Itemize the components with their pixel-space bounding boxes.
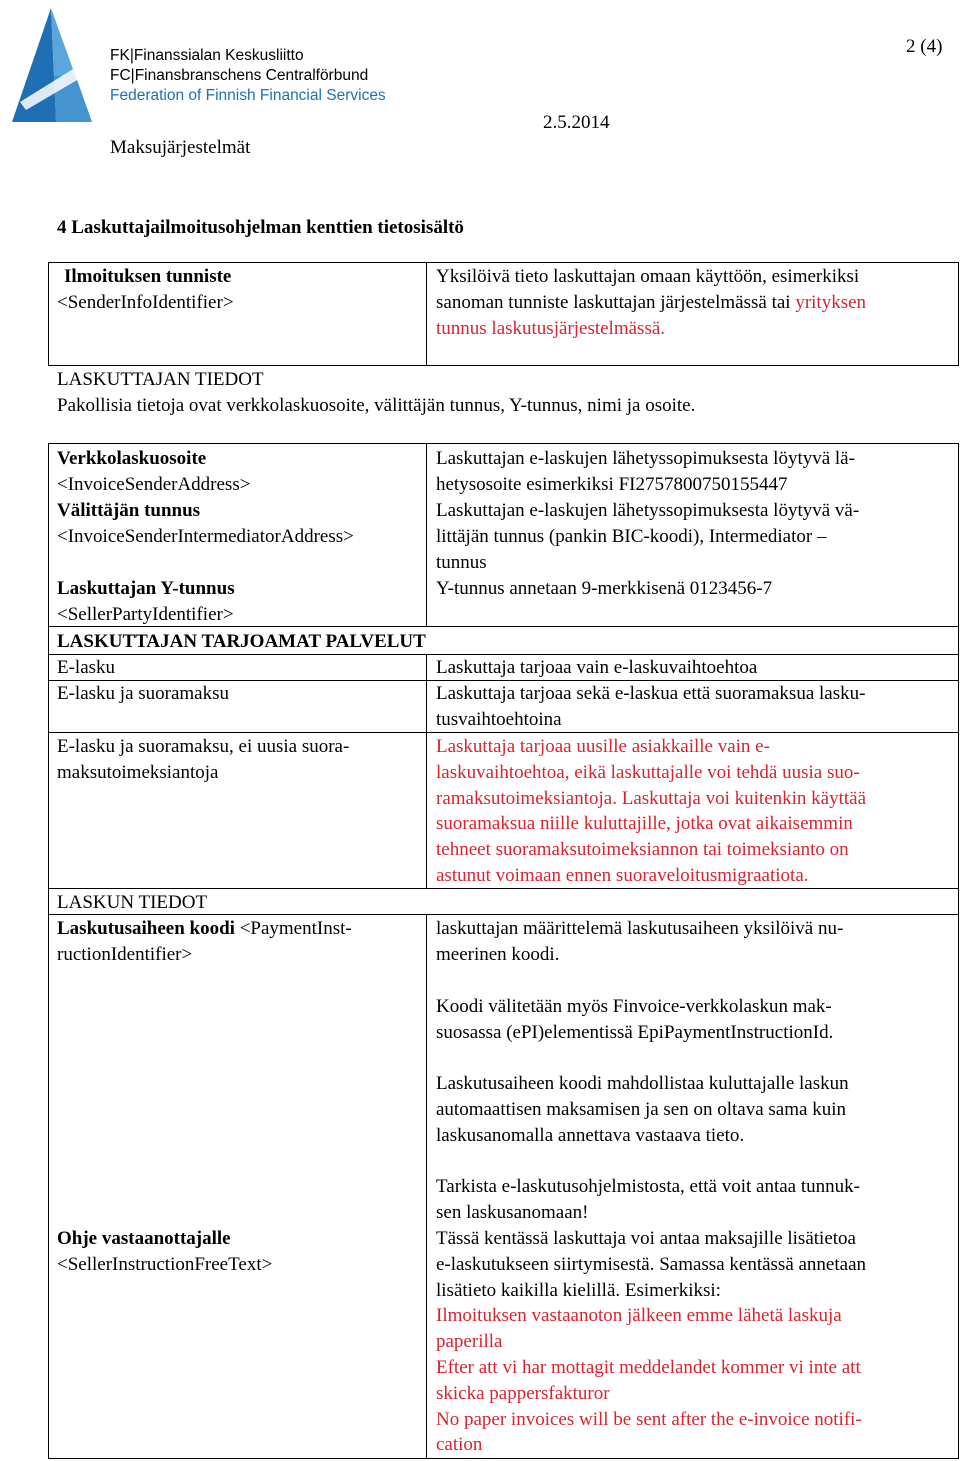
description-line: tunnus laskutusjärjestelmässä. <box>436 317 666 339</box>
row-valittajan-tunnus-right <box>436 498 956 575</box>
description-line: laskusanomalla annettava vastaava tieto. <box>436 1124 745 1146</box>
example-line: skicka pappersfakturor <box>436 1382 610 1404</box>
description-line: Laskuttajan e-laskujen lähetyssopimuksesta löytyvä lä- <box>436 448 855 469</box>
service-e-lasku-left: E-lasku <box>57 657 116 678</box>
field-tag: <InvoiceSenderAddress> <box>57 473 251 495</box>
row-laskutusaiheen-koodi-right <box>436 916 956 968</box>
field-tag: <SenderInfoIdentifier> <box>57 291 234 313</box>
row-y-tunnus-left <box>57 576 422 628</box>
table1-border-left <box>48 262 49 366</box>
description-line: Tässä kentässä laskuttaja voi antaa maksajille lisätietoa <box>436 1228 856 1249</box>
description-line: automaattisen maksamisen ja sen on oltava sama kuin <box>436 1098 846 1120</box>
row-ohje-right <box>436 1226 956 1458</box>
description-line: Laskutusaiheen koodi mahdollistaa kuluttajalle laskun <box>436 1073 849 1094</box>
palvelut-heading: LASKUTTAJAN TARJOAMAT PALVELUT <box>57 631 426 652</box>
description-line: hetysosoite esimerkiksi FI2757800750155447 <box>436 473 788 495</box>
description-line: Laskuttaja tarjoaa sekä e-laskua että suoramaksua lasku- <box>436 683 866 704</box>
example-line: Efter att vi har mottagit meddelandet kommer vi inte att <box>436 1356 861 1378</box>
field-name-line: Laskutusaiheen koodi <PaymentInst- <box>57 918 352 939</box>
description-line: tunnus <box>436 551 487 573</box>
description-line: littäjän tunnus (pankin BIC-koodi), Intermediator – <box>436 525 827 547</box>
logo-line-1: FK|Finanssialan Keskusliitto <box>110 47 304 64</box>
table1-border-right <box>958 262 959 366</box>
description-line: Yksilöivä tieto laskuttajan omaan käyttöön, esimerkiksi <box>436 266 860 287</box>
fk-logo-mark <box>6 6 96 124</box>
table1-border-mid <box>426 262 427 366</box>
row-laskutusaiheen-koodi-left <box>57 916 422 968</box>
description-line: sen laskusanomaan! <box>436 1201 589 1223</box>
service-no-new-suoramaksu-left <box>57 734 422 786</box>
table2-border-right <box>958 443 959 1459</box>
row-verkkolaskuosoite-left <box>57 446 422 498</box>
laskuttajan-tiedot-text: Pakollisia tietoja ovat verkkolaskuosoite, välittäjän tunnus, Y-tunnus, nimi ja osoite. <box>57 395 696 416</box>
description-line: Laskuttaja tarjoaa uusille asiakkaille vain e- <box>436 736 770 757</box>
table2-mid-2 <box>426 654 427 888</box>
logo-line-2: FC|Finansbranschens Centralförbund <box>110 67 369 84</box>
logo-line-3: Federation of Finnish Financial Services <box>110 87 386 104</box>
description-line: maksutoimeksiantoja <box>57 761 219 783</box>
table2-border-left <box>48 443 49 1459</box>
description-line: suoramaksua niille kuluttajille, jotka ovat aikaisemmin <box>436 813 853 835</box>
example-line: No paper invoices will be sent after the e-invoice notifi- <box>436 1408 862 1430</box>
service-no-new-suoramaksu-right <box>436 734 956 889</box>
koodi-paragraph-4 <box>436 1174 956 1226</box>
description-line: meerinen koodi. <box>436 943 560 965</box>
table1-left-cell <box>57 264 417 316</box>
example-line: cation <box>436 1434 483 1456</box>
row-verkkolaskuosoite-right <box>436 446 956 498</box>
row-y-tunnus-right <box>436 576 956 602</box>
field-name: Välittäjän tunnus <box>57 500 201 521</box>
service-e-lasku-suoramaksu-left: E-lasku ja suoramaksu <box>57 683 230 704</box>
description-line: lisätieto kaikilla kielillä. Esimerkiksi: <box>436 1279 721 1301</box>
field-name: Ilmoituksen tunniste <box>64 266 232 287</box>
description-line: suosassa (ePI)elementissä EpiPaymentInstructionId. <box>436 1021 834 1043</box>
description-line: tusvaihtoehtoina <box>436 708 562 730</box>
field-tag: <SellerPartyIdentifier> <box>57 603 234 625</box>
table1-border-top <box>48 262 959 263</box>
field-name: Ohje vastaanottajalle <box>57 1228 231 1249</box>
example-line: paperilla <box>436 1331 503 1353</box>
table2-border-top <box>48 443 959 444</box>
description-line: e-laskutukseen siirtymisestä. Samassa kentässä annetaan <box>436 1253 867 1275</box>
laskun-tiedot-heading: LASKUN TIEDOT <box>57 892 208 913</box>
page-number: 2 (4) <box>906 36 943 57</box>
field-tag: <InvoiceSenderIntermediatorAddress> <box>57 525 354 547</box>
field-name: Laskuttajan Y-tunnus <box>57 578 235 599</box>
doc-title: Maksujärjestelmät <box>110 137 251 158</box>
description-line: ramaksutoimeksiantoja. Laskuttaja voi kuitenkin käyttää <box>436 787 867 809</box>
row-valittajan-tunnus-left <box>57 498 422 550</box>
description-line: tehneet suoramaksutoimeksiannon tai toimeksianto on <box>436 839 849 861</box>
description-line: E-lasku ja suoramaksu, ei uusia suora- <box>57 736 350 757</box>
table2-mid-3 <box>426 914 427 1459</box>
description-line: Koodi välitetään myös Finvoice-verkkolaskun mak- <box>436 996 832 1017</box>
example-line: Ilmoituksen vastaanoton jälkeen emme lähetä laskuja <box>436 1305 842 1327</box>
description-line: Laskuttajan e-laskujen lähetyssopimuksesta löytyvä vä- <box>436 500 860 521</box>
section-heading: 4 Laskuttajailmoitusohjelman kenttien tietosisältö <box>57 217 464 238</box>
description-line: sanoman tunniste laskuttajan järjestelmässä tai yrityksen <box>436 291 867 313</box>
service-e-lasku-suoramaksu-right <box>436 681 956 733</box>
row-ohje-left <box>57 1226 422 1278</box>
koodi-paragraph-3 <box>436 1071 956 1148</box>
description-line: Tarkista e-laskutusohjelmistosta, että voit antaa tunnuk- <box>436 1176 860 1197</box>
table1-right-cell <box>436 264 956 341</box>
koodi-paragraph-2 <box>436 994 956 1046</box>
table2-mid-1 <box>426 443 427 626</box>
laskuttajan-tiedot-heading: LASKUTTAJAN TIEDOT <box>57 369 264 390</box>
description-line: laskuvaihtoehtoa, eikä laskuttajalle voi tehdä uusia suo- <box>436 761 860 783</box>
field-tag: ructionIdentifier> <box>57 943 193 965</box>
description-line: astunut voimaan ennen suoraveloitusmigraatiota. <box>436 864 809 886</box>
field-tag: <SellerInstructionFreeText> <box>57 1253 273 1275</box>
description-line: laskuttajan määrittelemä laskutusaiheen yksilöivä nu- <box>436 918 844 939</box>
service-e-lasku-right: Laskuttaja tarjoaa vain e-laskuvaihtoehtoa <box>436 657 758 678</box>
doc-date: 2.5.2014 <box>543 112 610 133</box>
description-line: Y-tunnus annetaan 9-merkkisenä 0123456-7 <box>436 578 773 599</box>
field-name: Verkkolaskuosoite <box>57 448 207 469</box>
table1-border-bottom <box>48 365 959 366</box>
